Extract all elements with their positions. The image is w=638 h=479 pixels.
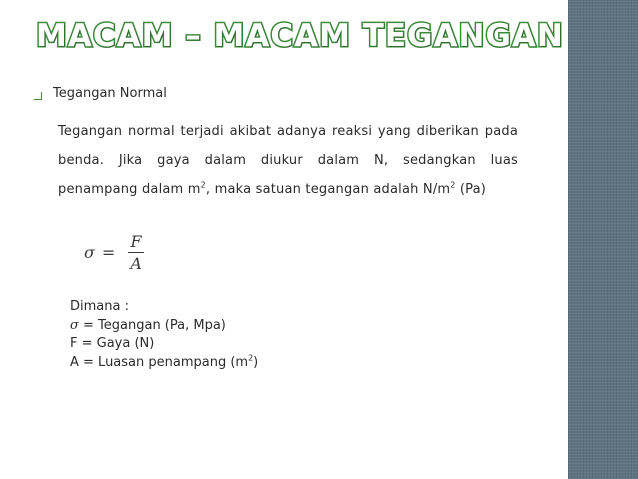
paragraph-text-1: Tegangan normal terjadi akibat adanya reaksi yang diberikan pada benda. Jika gaya dalam diukur dalam N, sedangkan luas penampang dalam m bbox=[58, 124, 518, 197]
legend-heading: Dimana : bbox=[70, 299, 129, 314]
legend-sigma-text: = Tegangan (Pa, Mpa) bbox=[78, 317, 226, 333]
formula-fraction bbox=[128, 232, 144, 273]
formula-equals: = bbox=[101, 243, 116, 262]
legend-area-text: A = Luasan penampang (m bbox=[70, 354, 249, 370]
decorative-side-panel bbox=[568, 0, 638, 479]
corner-bullet-icon bbox=[34, 92, 42, 100]
formula-numerator: F bbox=[130, 232, 142, 251]
bullet-item bbox=[34, 86, 167, 101]
paragraph-text-2: , maka satuan tegangan adalah N/m bbox=[205, 182, 451, 197]
variable-legend bbox=[70, 298, 258, 372]
legend-sigma-symbol: σ bbox=[70, 317, 79, 333]
formula-sigma: σ bbox=[84, 243, 95, 262]
bullet-label: Tegangan Normal bbox=[53, 86, 167, 101]
legend-area-close: ) bbox=[253, 354, 259, 370]
formula-denominator: A bbox=[130, 254, 142, 273]
paragraph-text-3: (Pa) bbox=[455, 182, 487, 197]
superscript-2: 2 bbox=[450, 180, 456, 190]
description-paragraph bbox=[58, 117, 518, 204]
superscript-2: 2 bbox=[200, 180, 206, 190]
slide-title: MACAM – MACAM TEGANGAN bbox=[36, 18, 564, 54]
legend-sigma-line bbox=[70, 317, 258, 336]
legend-area-line bbox=[70, 354, 258, 373]
legend-area-sup: 2 bbox=[248, 353, 254, 363]
legend-force-line: F = Gaya (N) bbox=[70, 336, 155, 351]
stress-formula bbox=[84, 232, 144, 273]
